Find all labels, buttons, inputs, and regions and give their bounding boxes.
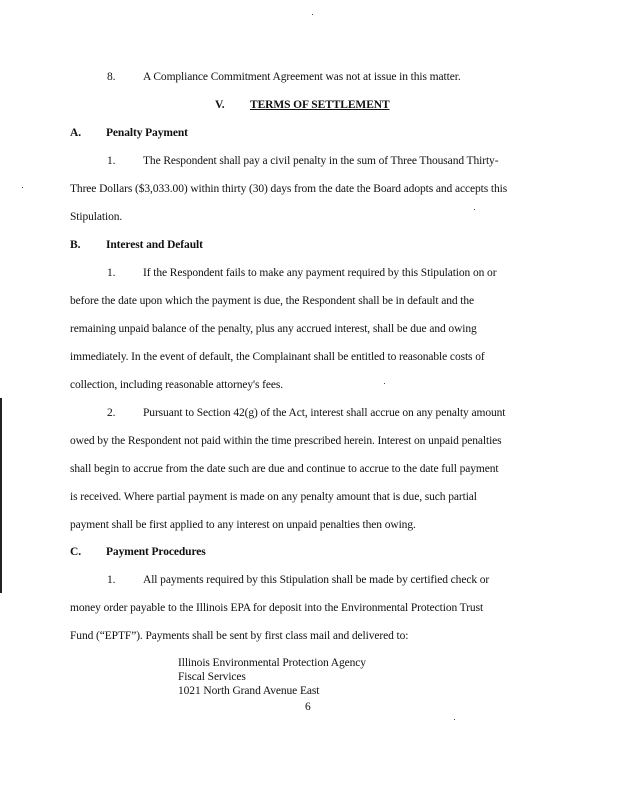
subsection-c-letter: C. <box>70 546 81 558</box>
b-para-1-line: immediately. In the event of default, the Complainant shall be entitled to reasonable costs of <box>70 351 485 363</box>
section-number: V. <box>215 99 225 111</box>
c-para-1-number: 1. <box>107 574 116 586</box>
scan-edge-mark <box>0 398 2 593</box>
subsection-b-letter: B. <box>70 239 81 251</box>
b-para-1-line: before the date upon which the payment is due, the Respondent shall be in default and the <box>70 295 475 307</box>
scan-speck <box>454 719 455 720</box>
b-para-2-number: 2. <box>107 407 116 419</box>
b-para-1-number: 1. <box>107 267 116 279</box>
c-para-1-line: Fund (“EPTF”). Payments shall be sent by first class mail and delivered to: <box>70 630 409 642</box>
b-para-2-line: payment shall be first applied to any interest on unpaid penalties then owing. <box>70 519 416 531</box>
b-para-1-line: remaining unpaid balance of the penalty, plus any accrued interest, shall be due and owing <box>70 323 477 335</box>
subsection-a-letter: A. <box>70 127 81 139</box>
address-line: Illinois Environmental Protection Agency <box>178 657 366 669</box>
c-para-1-line: money order payable to the Illinois EPA for deposit into the Environmental Protection Trust <box>70 602 484 614</box>
a-para-1-line: Three Dollars ($3,033.00) within thirty (30) days from the date the Board adopts and accepts this <box>70 183 508 195</box>
section-title: TERMS OF SETTLEMENT <box>250 99 390 111</box>
scan-speck <box>312 14 313 15</box>
para-8-text: A Compliance Commitment Agreement was not at issue in this matter. <box>143 71 461 83</box>
b-para-2-line: shall begin to accrue from the date such are due and continue to accrue to the date full payment <box>70 463 499 475</box>
b-para-2-line: is received. Where partial payment is made on any penalty amount that is due, such partial <box>70 491 477 503</box>
c-para-1-line: All payments required by this Stipulation shall be made by certified check or <box>143 574 490 586</box>
a-para-1-line: The Respondent shall pay a civil penalty in the sum of Three Thousand Thirty- <box>143 155 499 167</box>
a-para-1-number: 1. <box>107 155 116 167</box>
para-8-number: 8. <box>107 71 116 83</box>
a-para-1-line: Stipulation. <box>70 211 123 223</box>
b-para-1-line: collection, including reasonable attorney's fees. <box>70 379 284 391</box>
scan-speck <box>22 187 23 188</box>
subsection-c-heading: Payment Procedures <box>106 546 206 558</box>
subsection-a-heading: Penalty Payment <box>106 127 188 139</box>
b-para-1-line: If the Respondent fails to make any payment required by this Stipulation on or <box>143 267 497 279</box>
subsection-b-heading: Interest and Default <box>106 239 203 251</box>
page-number: 6 <box>305 701 311 713</box>
scan-speck <box>474 209 475 210</box>
b-para-2-line: owed by the Respondent not paid within the time prescribed herein. Interest on unpaid penalties <box>70 435 502 447</box>
address-line: 1021 North Grand Avenue East <box>178 685 320 697</box>
address-line: Fiscal Services <box>178 671 246 683</box>
b-para-2-line: Pursuant to Section 42(g) of the Act, interest shall accrue on any penalty amount <box>143 407 506 419</box>
scan-speck <box>384 383 385 384</box>
